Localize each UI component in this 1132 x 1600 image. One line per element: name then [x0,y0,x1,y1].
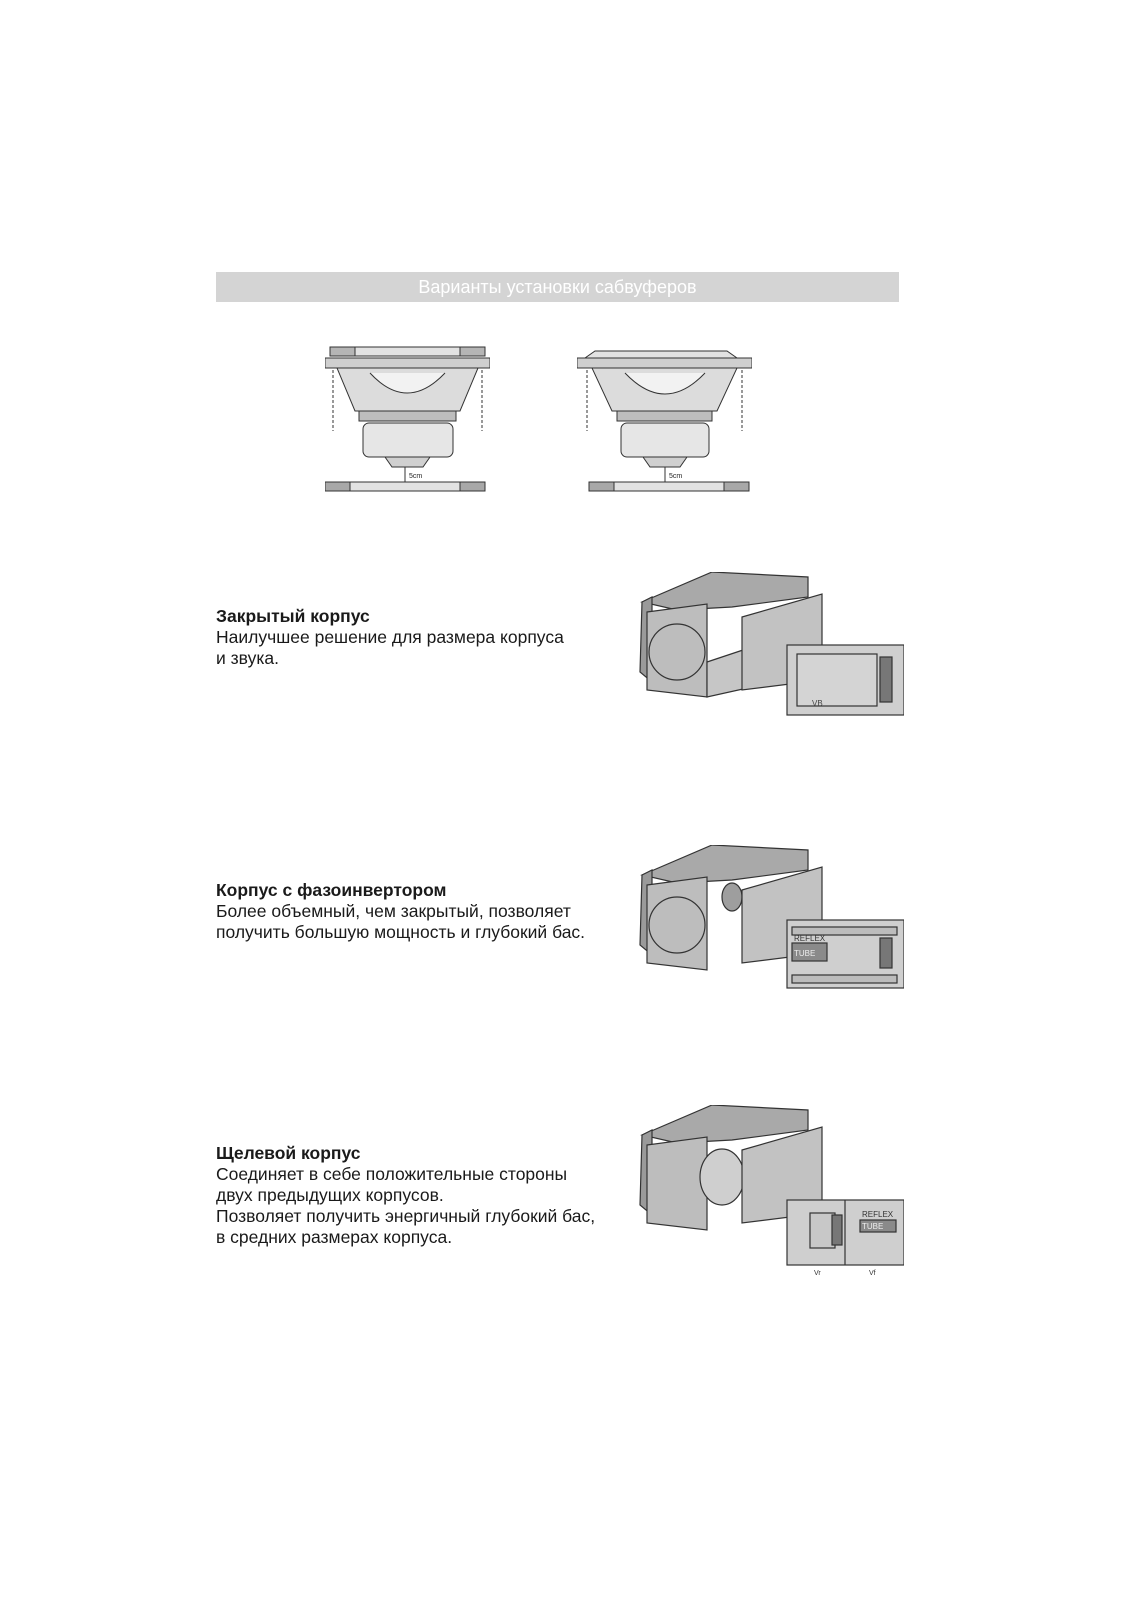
section-text: в средних размерах корпуса. [216,1227,453,1247]
reflex-label: REFLEX [862,1210,894,1219]
mount-diagram-front [325,343,490,493]
section-text: Позволяет получить энергичный глубокий бас, [216,1206,596,1226]
distance-label: 5cm [409,473,423,480]
section-title: Закрытый корпус [216,606,370,626]
box-label: VB [812,699,823,708]
section-text: Наилучшее решение для размера корпуса [216,627,564,647]
sealed-box-section [216,606,626,669]
section-text: получить большую мощность и глубокий бас. [216,922,586,942]
section-banner: Варианты установки сабвуферов [216,272,899,302]
section-title: Корпус с фазоинвертором [216,880,447,900]
vf-label: Vf [869,1270,876,1277]
reflex-label: REFLEX [794,934,826,943]
sealed-box-illustration [632,572,904,732]
bass-reflex-section [216,880,626,943]
slot-box-section [216,1143,626,1248]
tube-label: TUBE [794,949,816,958]
section-title: Щелевой корпус [216,1143,361,1163]
section-text: и звука. [216,648,279,668]
distance-label: 5cm [669,473,683,480]
section-text: двух предыдущих корпусов. [216,1185,444,1205]
vr-label: Vr [814,1270,821,1277]
tube-label: TUBE [862,1222,884,1231]
bass-reflex-illustration [632,845,904,1005]
slot-box-illustration [632,1105,904,1280]
section-text: Соединяет в себе положительные стороны [216,1164,568,1184]
mount-diagram-rear [577,343,752,493]
section-text: Более объемный, чем закрытый, позволяет [216,901,571,921]
